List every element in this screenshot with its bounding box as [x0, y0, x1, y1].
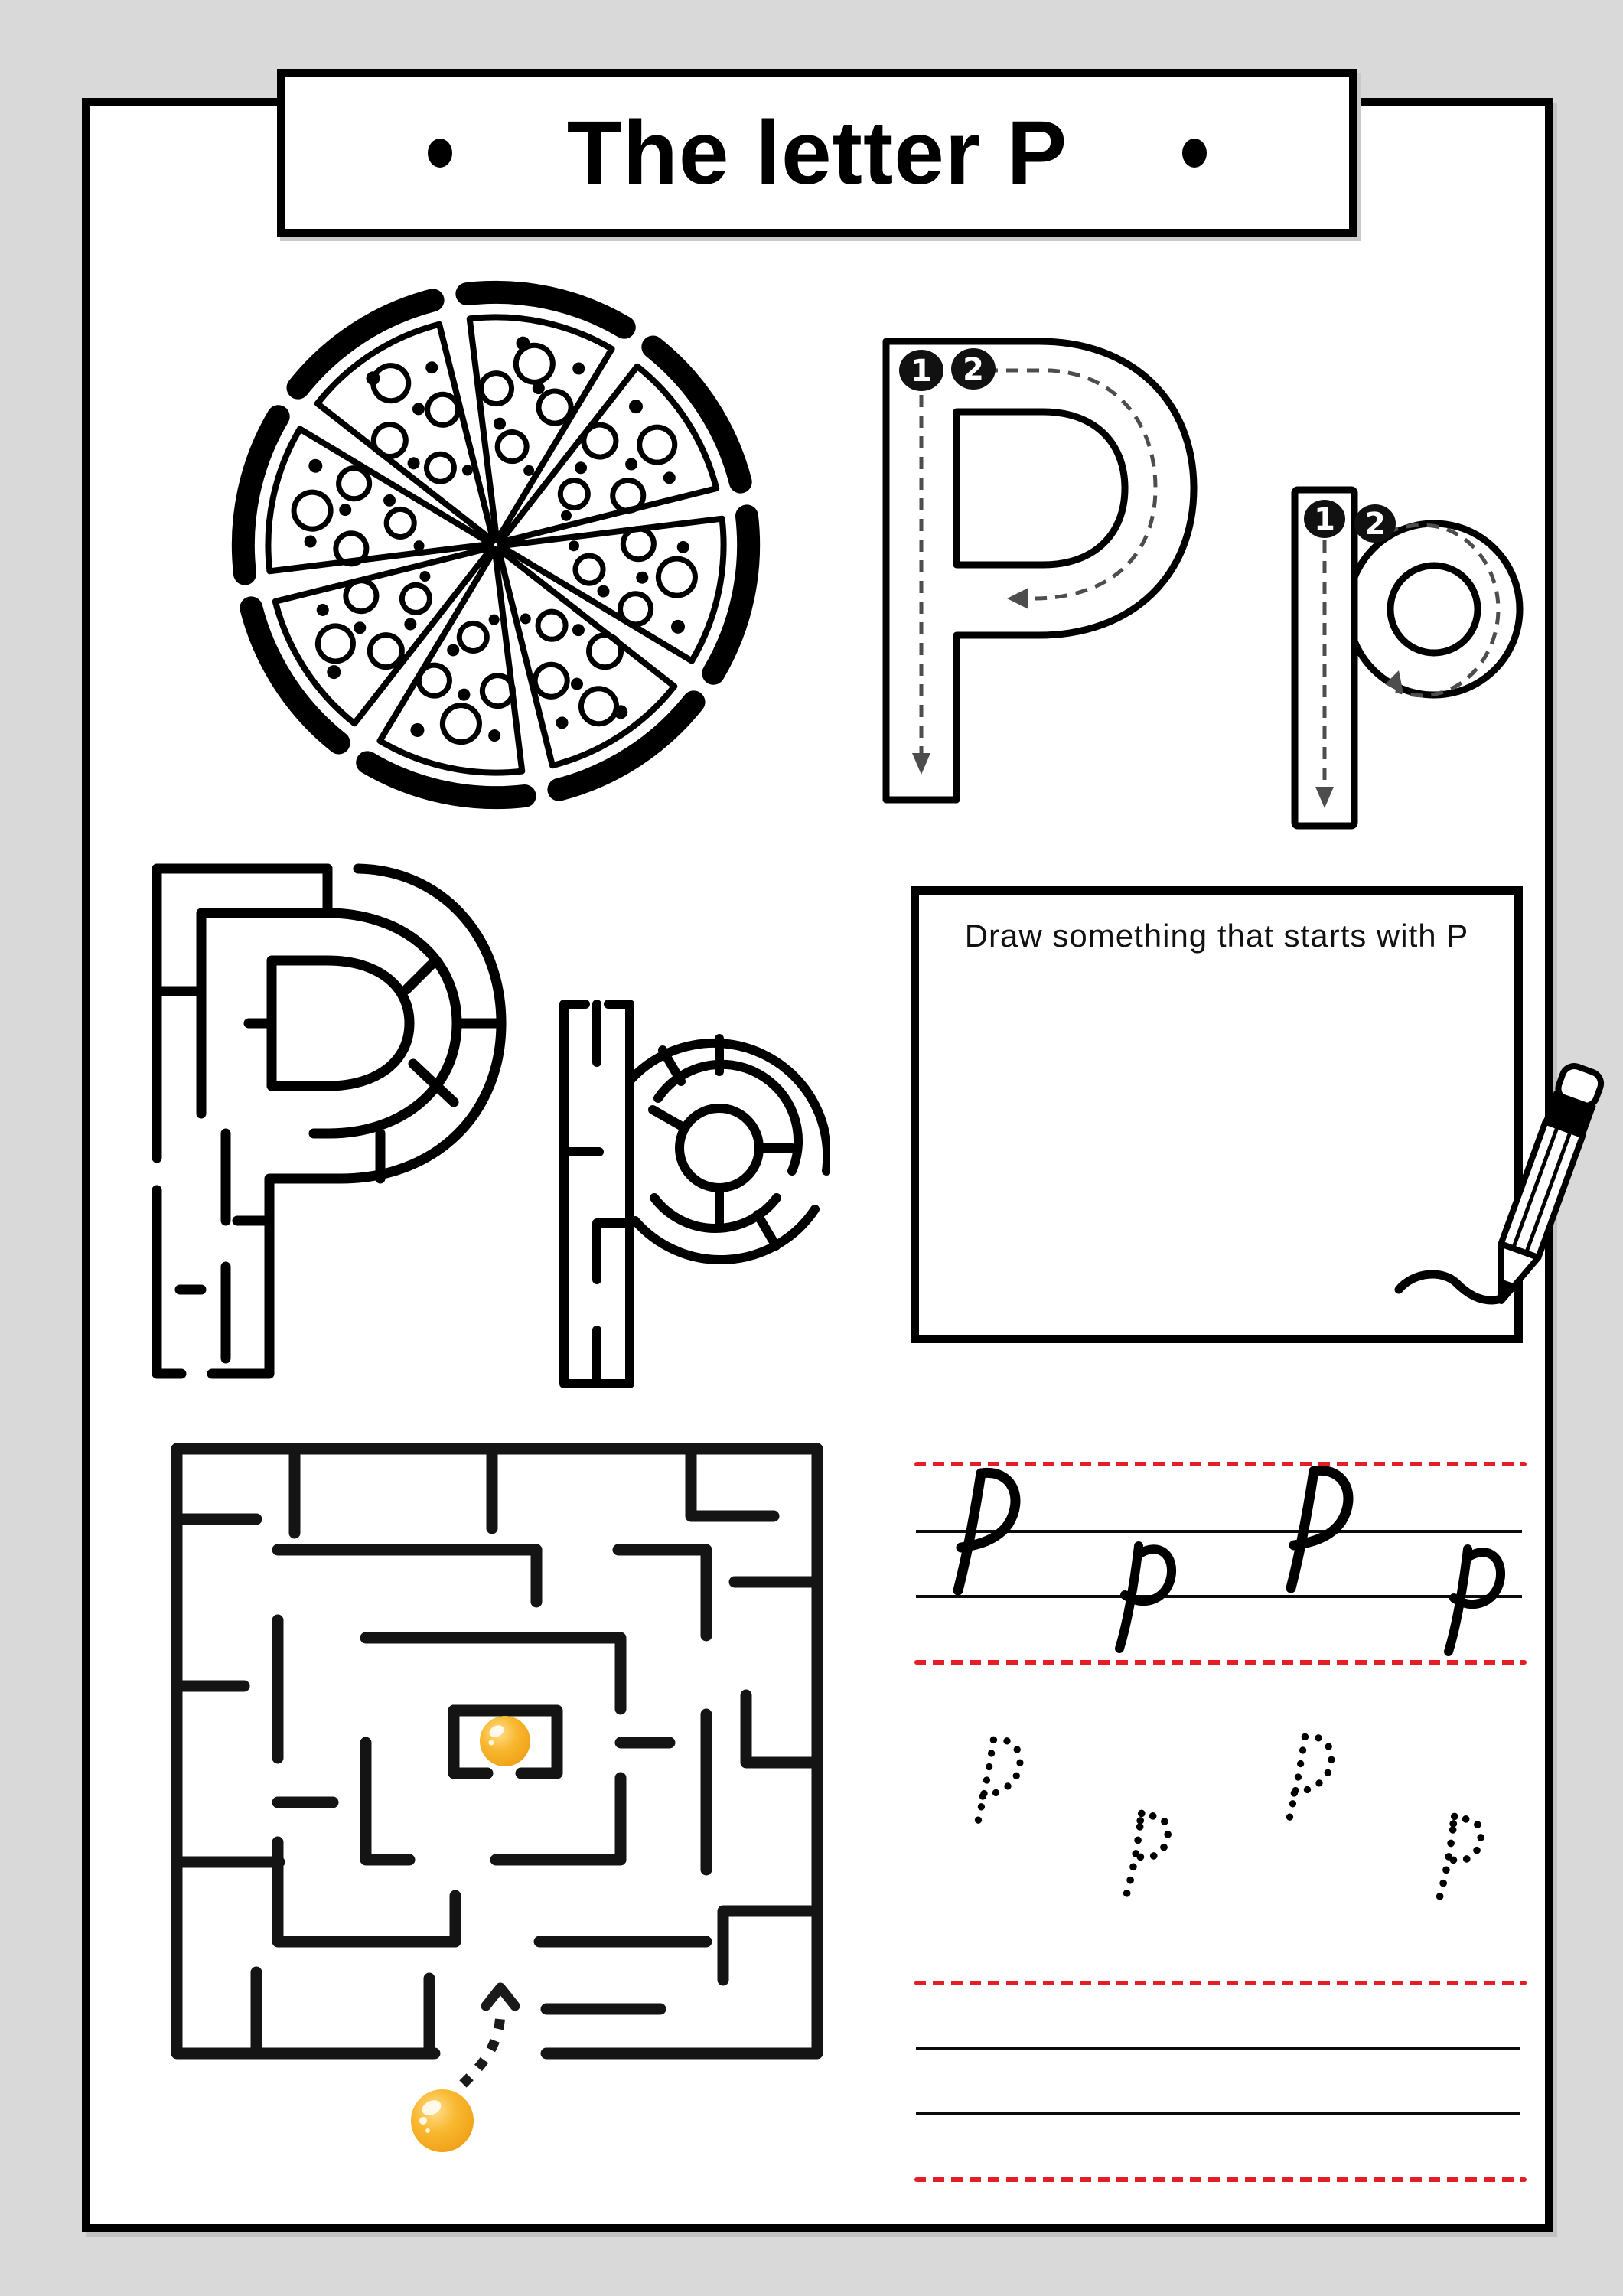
trace-lowercase-p[interactable]: [1287, 484, 1524, 832]
pencil-squiggle: [1399, 1274, 1501, 1300]
step2-number: 2: [963, 352, 984, 387]
dotted-letter-p-2[interactable]: [1107, 1794, 1175, 1909]
writing-line-2[interactable]: [916, 2112, 1520, 2115]
sample-letter-P-3: [1259, 1463, 1358, 1597]
sample-letter-p-2: [1096, 1532, 1180, 1655]
dotted-letter-P-1[interactable]: [951, 1725, 1028, 1846]
step1-number: 1: [911, 354, 932, 389]
dotted-letter-p-4[interactable]: [1420, 1797, 1488, 1912]
writing-line-red-top[interactable]: [914, 1981, 1527, 1985]
draw-prompt: Draw something that starts with P: [964, 918, 1469, 954]
guideline-red-bottom: [914, 1660, 1527, 1665]
square-maze[interactable]: [171, 1443, 823, 2208]
sample-letter-P-1: [926, 1466, 1025, 1600]
step1-number: 1: [1314, 502, 1335, 537]
pizza-slices: [228, 277, 764, 813]
maze-entry-arrowhead-icon: [486, 1988, 515, 2006]
maze-start-ball[interactable]: [411, 2089, 474, 2152]
pencil-icon: [1370, 995, 1615, 1332]
maze-entry-arrow: [463, 2015, 500, 2084]
sample-letter-p-4: [1425, 1535, 1509, 1658]
pizza-illustration: [228, 277, 764, 813]
title-left-dot-icon: [428, 139, 452, 168]
title-right-dot-icon: [1182, 139, 1207, 168]
maze-goal-ball[interactable]: [480, 1716, 530, 1766]
step2-number: 2: [1364, 507, 1386, 542]
dotted-letter-P-3[interactable]: [1263, 1722, 1339, 1843]
trace-uppercase-p[interactable]: [878, 335, 1200, 806]
letter-maze-lowercase-p[interactable]: [555, 995, 830, 1393]
letter-maze-uppercase-p[interactable]: [149, 861, 509, 1381]
writing-line-1[interactable]: [916, 2047, 1520, 2050]
writing-line-red-bottom[interactable]: [914, 2177, 1527, 2182]
title-banner: [277, 69, 1357, 237]
page-title: The letter P: [566, 103, 1068, 204]
